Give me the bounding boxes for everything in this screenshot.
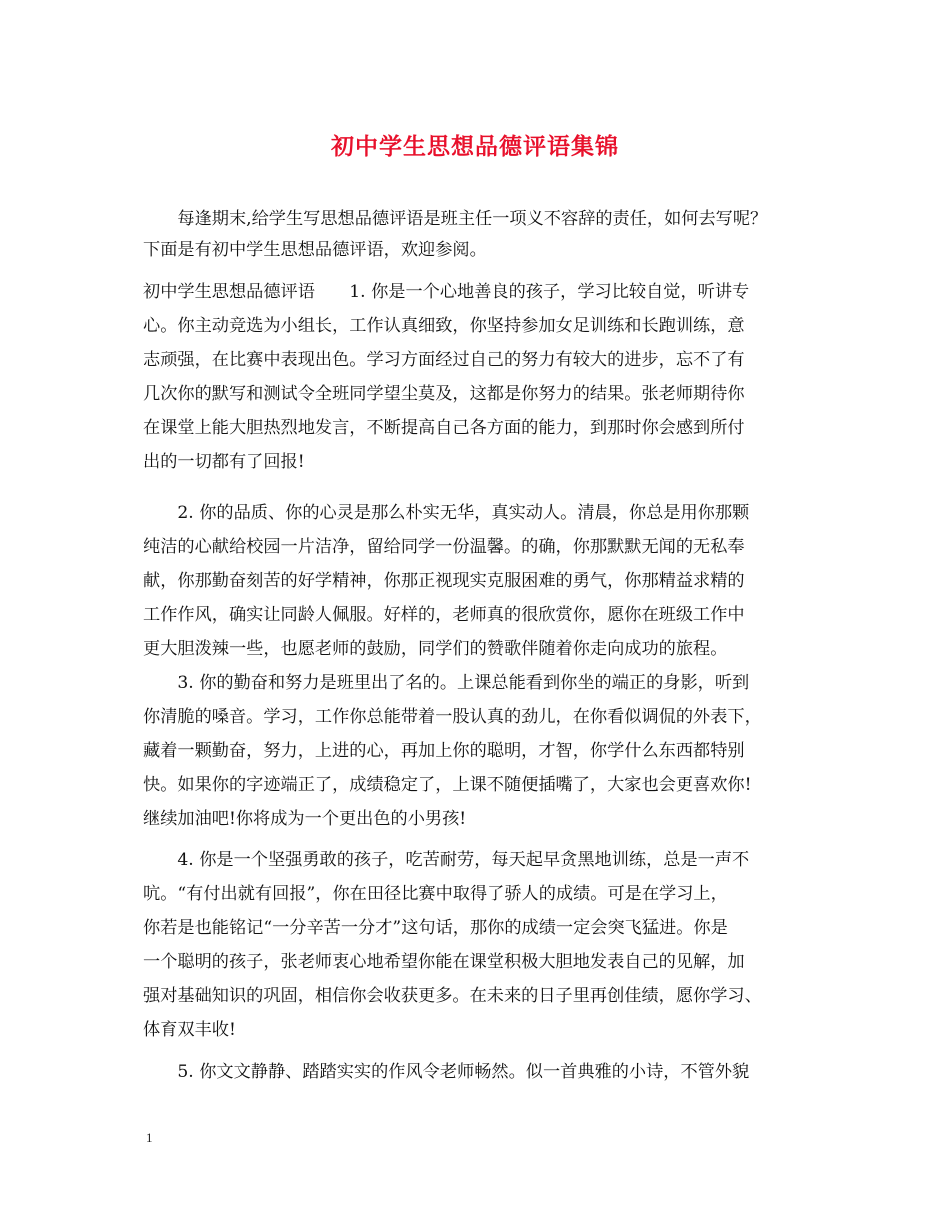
text-line: 初中学生思想品德评语 1. 你是一个心地善良的孩子，学习比较自觉，听讲专 (143, 282, 750, 302)
text-line: 吭。“有付出就有回报”，你在田径比赛中取得了骄人的成绩。可是在学习上， (143, 884, 728, 904)
document-title: 初中学生思想品德评语集锦 (331, 133, 619, 160)
text-line: 快。如果你的字迹端正了，成绩稳定了，上课不随便插嘴了，大家也会更喜欢你! (143, 775, 752, 795)
text-line: 献，你那勤奋刻苦的好学精神，你那正视现实克服困难的勇气，你那精益求精的 (143, 571, 745, 591)
text-line: 下面是有初中学生思想品德评语，欢迎参阅。 (143, 240, 487, 260)
text-line: 更大胆泼辣一些，也愿老师的鼓励，同学们的赞歌伴随着你走向成功的旅程。 (143, 639, 728, 659)
text-line: 强对基础知识的巩固，相信你会收获更多。在未来的日子里再创佳绩，愿你学习、 (143, 986, 762, 1006)
text-line: 你若是也能铭记“一分辛苦一分才”这句话，那你的成绩一定会突飞猛进。你是 (143, 918, 728, 938)
text-line: 继续加油吧!你将成为一个更出色的小男孩! (143, 809, 467, 829)
text-line: 3. 你的勤奋和努力是班里出了名的。上课总能看到你坐的端正的身影，听到 (143, 673, 750, 693)
text-line: 在课堂上能大胆热烈地发言，不断提高自己各方面的能力，到那时你会感到所付 (143, 418, 745, 438)
text-line: 5. 你文文静静、踏踏实实的作风令老师畅然。似一首典雅的小诗，不管外貌 (143, 1062, 750, 1082)
text-line: 体育双丰收! (143, 1020, 236, 1040)
text-line: 一个聪明的孩子，张老师衷心地希望你能在课堂积极大胆地发表自己的见解，加 (143, 952, 745, 972)
text-line: 几次你的默写和测试令全班同学望尘莫及，这都是你努力的结果。张老师期待你 (143, 384, 745, 404)
text-line: 你清脆的嗓音。学习，工作你总能带着一股认真的劲儿，在你看似调侃的外表下， (143, 707, 762, 727)
text-line: 工作作风，确实让同龄人佩服。好样的，老师真的很欣赏你，愿你在班级工作中 (143, 605, 745, 625)
text-line: 纯洁的心献给校园一片洁净，留给同学一份温馨。的确，你那默默无闻的无私奉 (143, 537, 745, 557)
text-line: 藏着一颗勤奋，努力，上进的心，再加上你的聪明，才智，你学什么东西都特别 (143, 741, 745, 761)
text-line: 每逢期末,给学生写思想品德评语是班主任一项义不容辞的责任，如何去写呢？ (143, 209, 768, 229)
page-number: 1 (146, 1130, 153, 1145)
text-line: 心。你主动竞选为小组长，工作认真细致，你坚持参加女足训练和长跑训练，意 (143, 316, 745, 336)
text-line: 2. 你的品质、你的心灵是那么朴实无华，真实动人。清晨，你总是用你那颗 (143, 503, 750, 523)
text-line: 4. 你是一个坚强勇敢的孩子，吃苦耐劳，每天起早贪黑地训练，总是一声不 (143, 850, 750, 870)
text-line: 出的一切都有了回报! (143, 452, 305, 472)
text-line: 志顽强，在比赛中表现出色。学习方面经过自己的努力有较大的进步，忘不了有 (143, 350, 745, 370)
